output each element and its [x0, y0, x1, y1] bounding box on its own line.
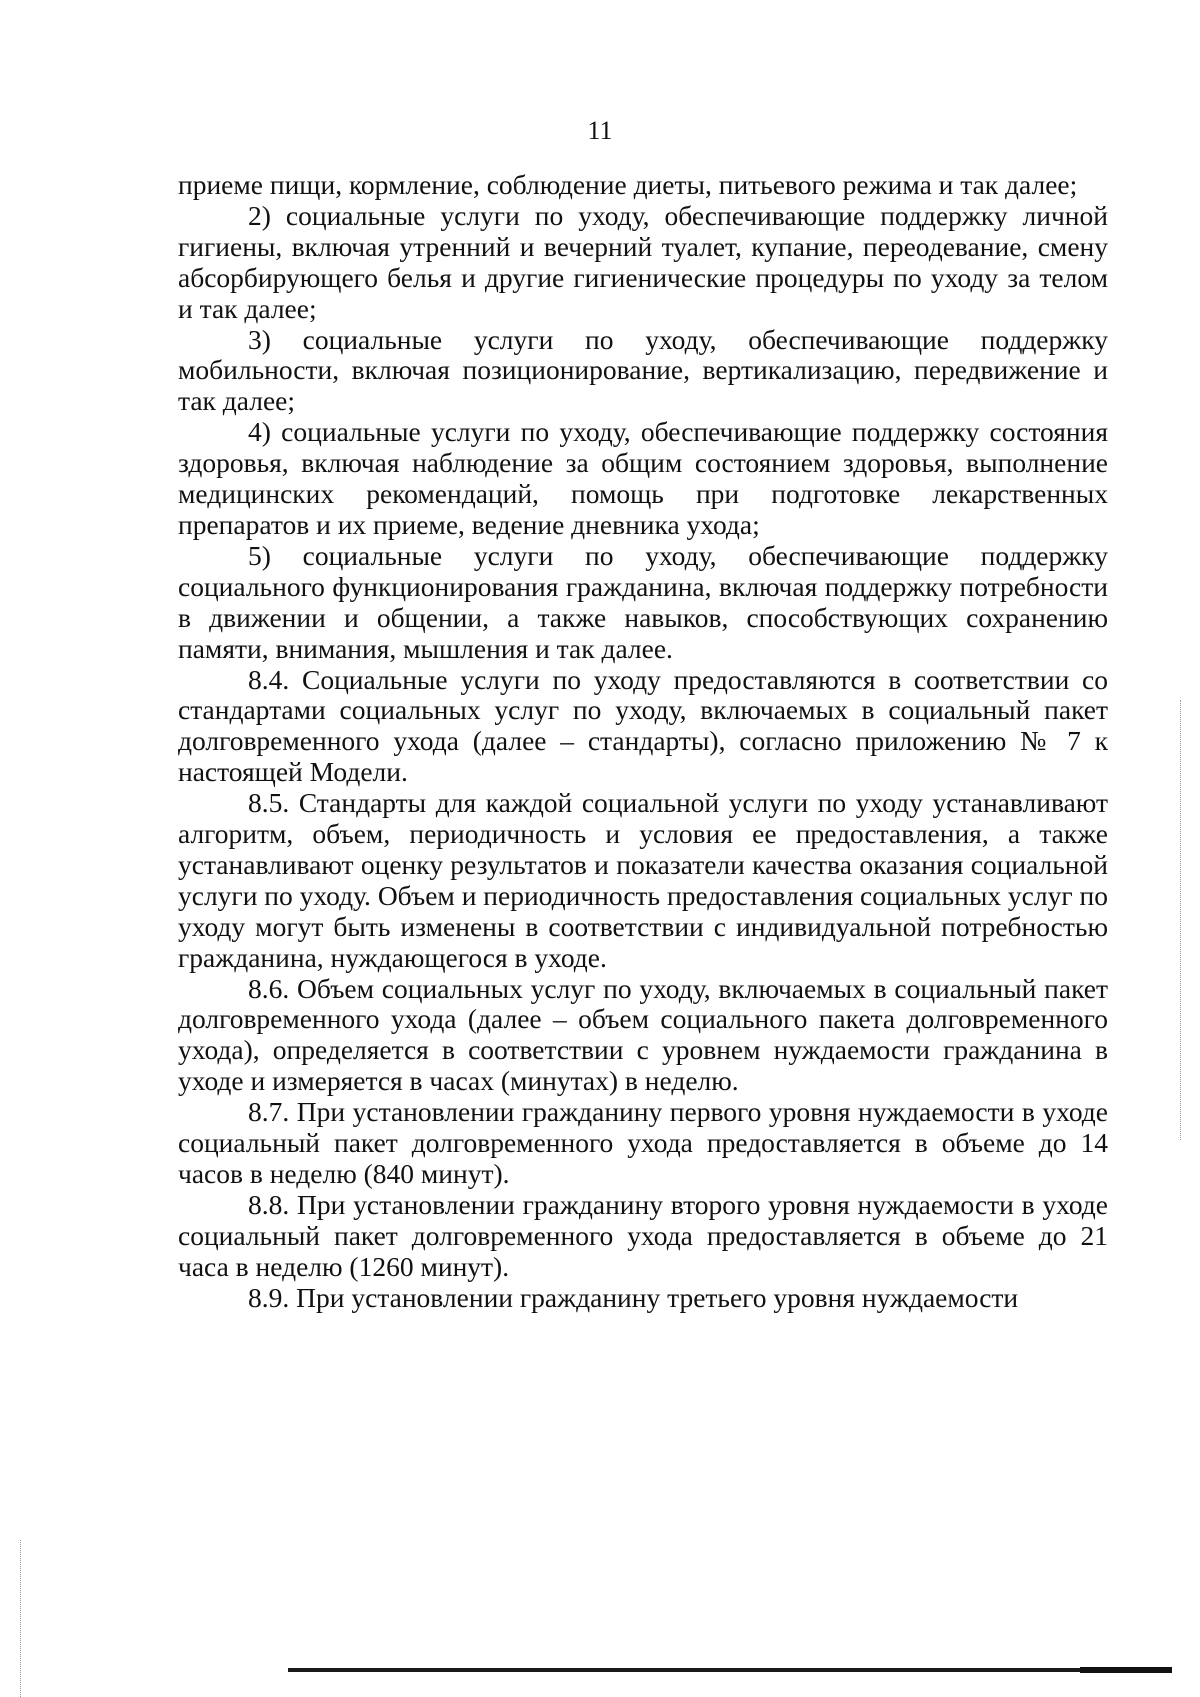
- paragraph-item-4: 4) социальные услуги по уходу, обеспечивающие поддержку состояния здоровья, включая наблюдение за общим состоянием здоровья, выполнение медицинских рекомендаций, помощь при подготовке лекарственных препаратов и их приеме, ведение дневника ухода;: [178, 416, 1108, 540]
- paragraph-item-2: 2) социальные услуги по уходу, обеспечивающие поддержку личной гигиены, включая утренний и вечерний туалет, купание, переодевание, смену абсорбирующего белья и другие гигиенические процедуры по уходу за телом и так далее;: [178, 199, 1108, 324]
- page-number: 11: [587, 116, 613, 145]
- paragraph-8-8: 8.8. При установлении гражданину второго уровня нуждаемости в уходе социальный пакет долговременного ухода предоставляется в объеме до 21 часа в неделю (1260 минут).: [178, 1188, 1108, 1282]
- paragraph-8-7: 8.7. При установлении гражданину первого уровня нуждаемости в уходе социальный пакет долговременного ухода предоставляется в объеме до 14 часов в неделю (840 минут).: [178, 1096, 1108, 1189]
- paragraph-8-9: 8.9. При установлении гражданину третьего уровня нуждаемости: [248, 1281, 1019, 1313]
- paragraph-8-6: 8.6. Объем социальных услуг по уходу, включаемых в социальный пакет долговременного ухода (далее – объем социального пакета долговременного ухода), определяется в соответствии с уровнем нуждаемости гражданина в уходе и измеряется в часах (минутах) в неделю.: [178, 972, 1108, 1097]
- paragraph-item-3: 3) социальные услуги по уходу, обеспечивающие поддержку мобильности, включая позиционирование, вертикализацию, передвижение и так далее;: [178, 323, 1108, 417]
- scan-bottom-line: [288, 1668, 1170, 1672]
- paragraph-item-5: 5) социальные услуги по уходу, обеспечивающие поддержку социального функционирования гражданина, включая поддержку потребности в движении и общении, а также навыков, способствующих сохранению памяти, внимания, мышления и так далее.: [178, 539, 1108, 664]
- document-body: [178, 170, 1108, 1314]
- paragraph-8-5: 8.5. Стандарты для каждой социальной услуги по уходу устанавливают алгоритм, объем, периодичность и условия ее предоставления, а также устанавливают оценку результатов и показатели качества оказания социальной услуги по уходу. Объем и периодичность предоставления социальных услуг по уходу могут быть изменены в соответствии с индивидуальной потребностью гражданина, нуждающегося в уходе.: [178, 787, 1108, 973]
- scan-bottom-line-thick: [1080, 1667, 1172, 1673]
- scan-edge-mark-right: [1180, 700, 1182, 1140]
- paragraph-8-4: 8.4. Социальные услуги по уходу предоставляются в соответствии со стандартами социальных услуг по уходу, включаемых в социальный пакет долговременного ухода (далее – стандарты), согласно приложению № 7 к настоящей Модели.: [178, 663, 1108, 788]
- scan-edge-mark-left: [20, 1540, 22, 1697]
- paragraph-continuation: приеме пищи, кормление, соблюдение диеты, питьевого режима и так далее;: [178, 169, 1078, 200]
